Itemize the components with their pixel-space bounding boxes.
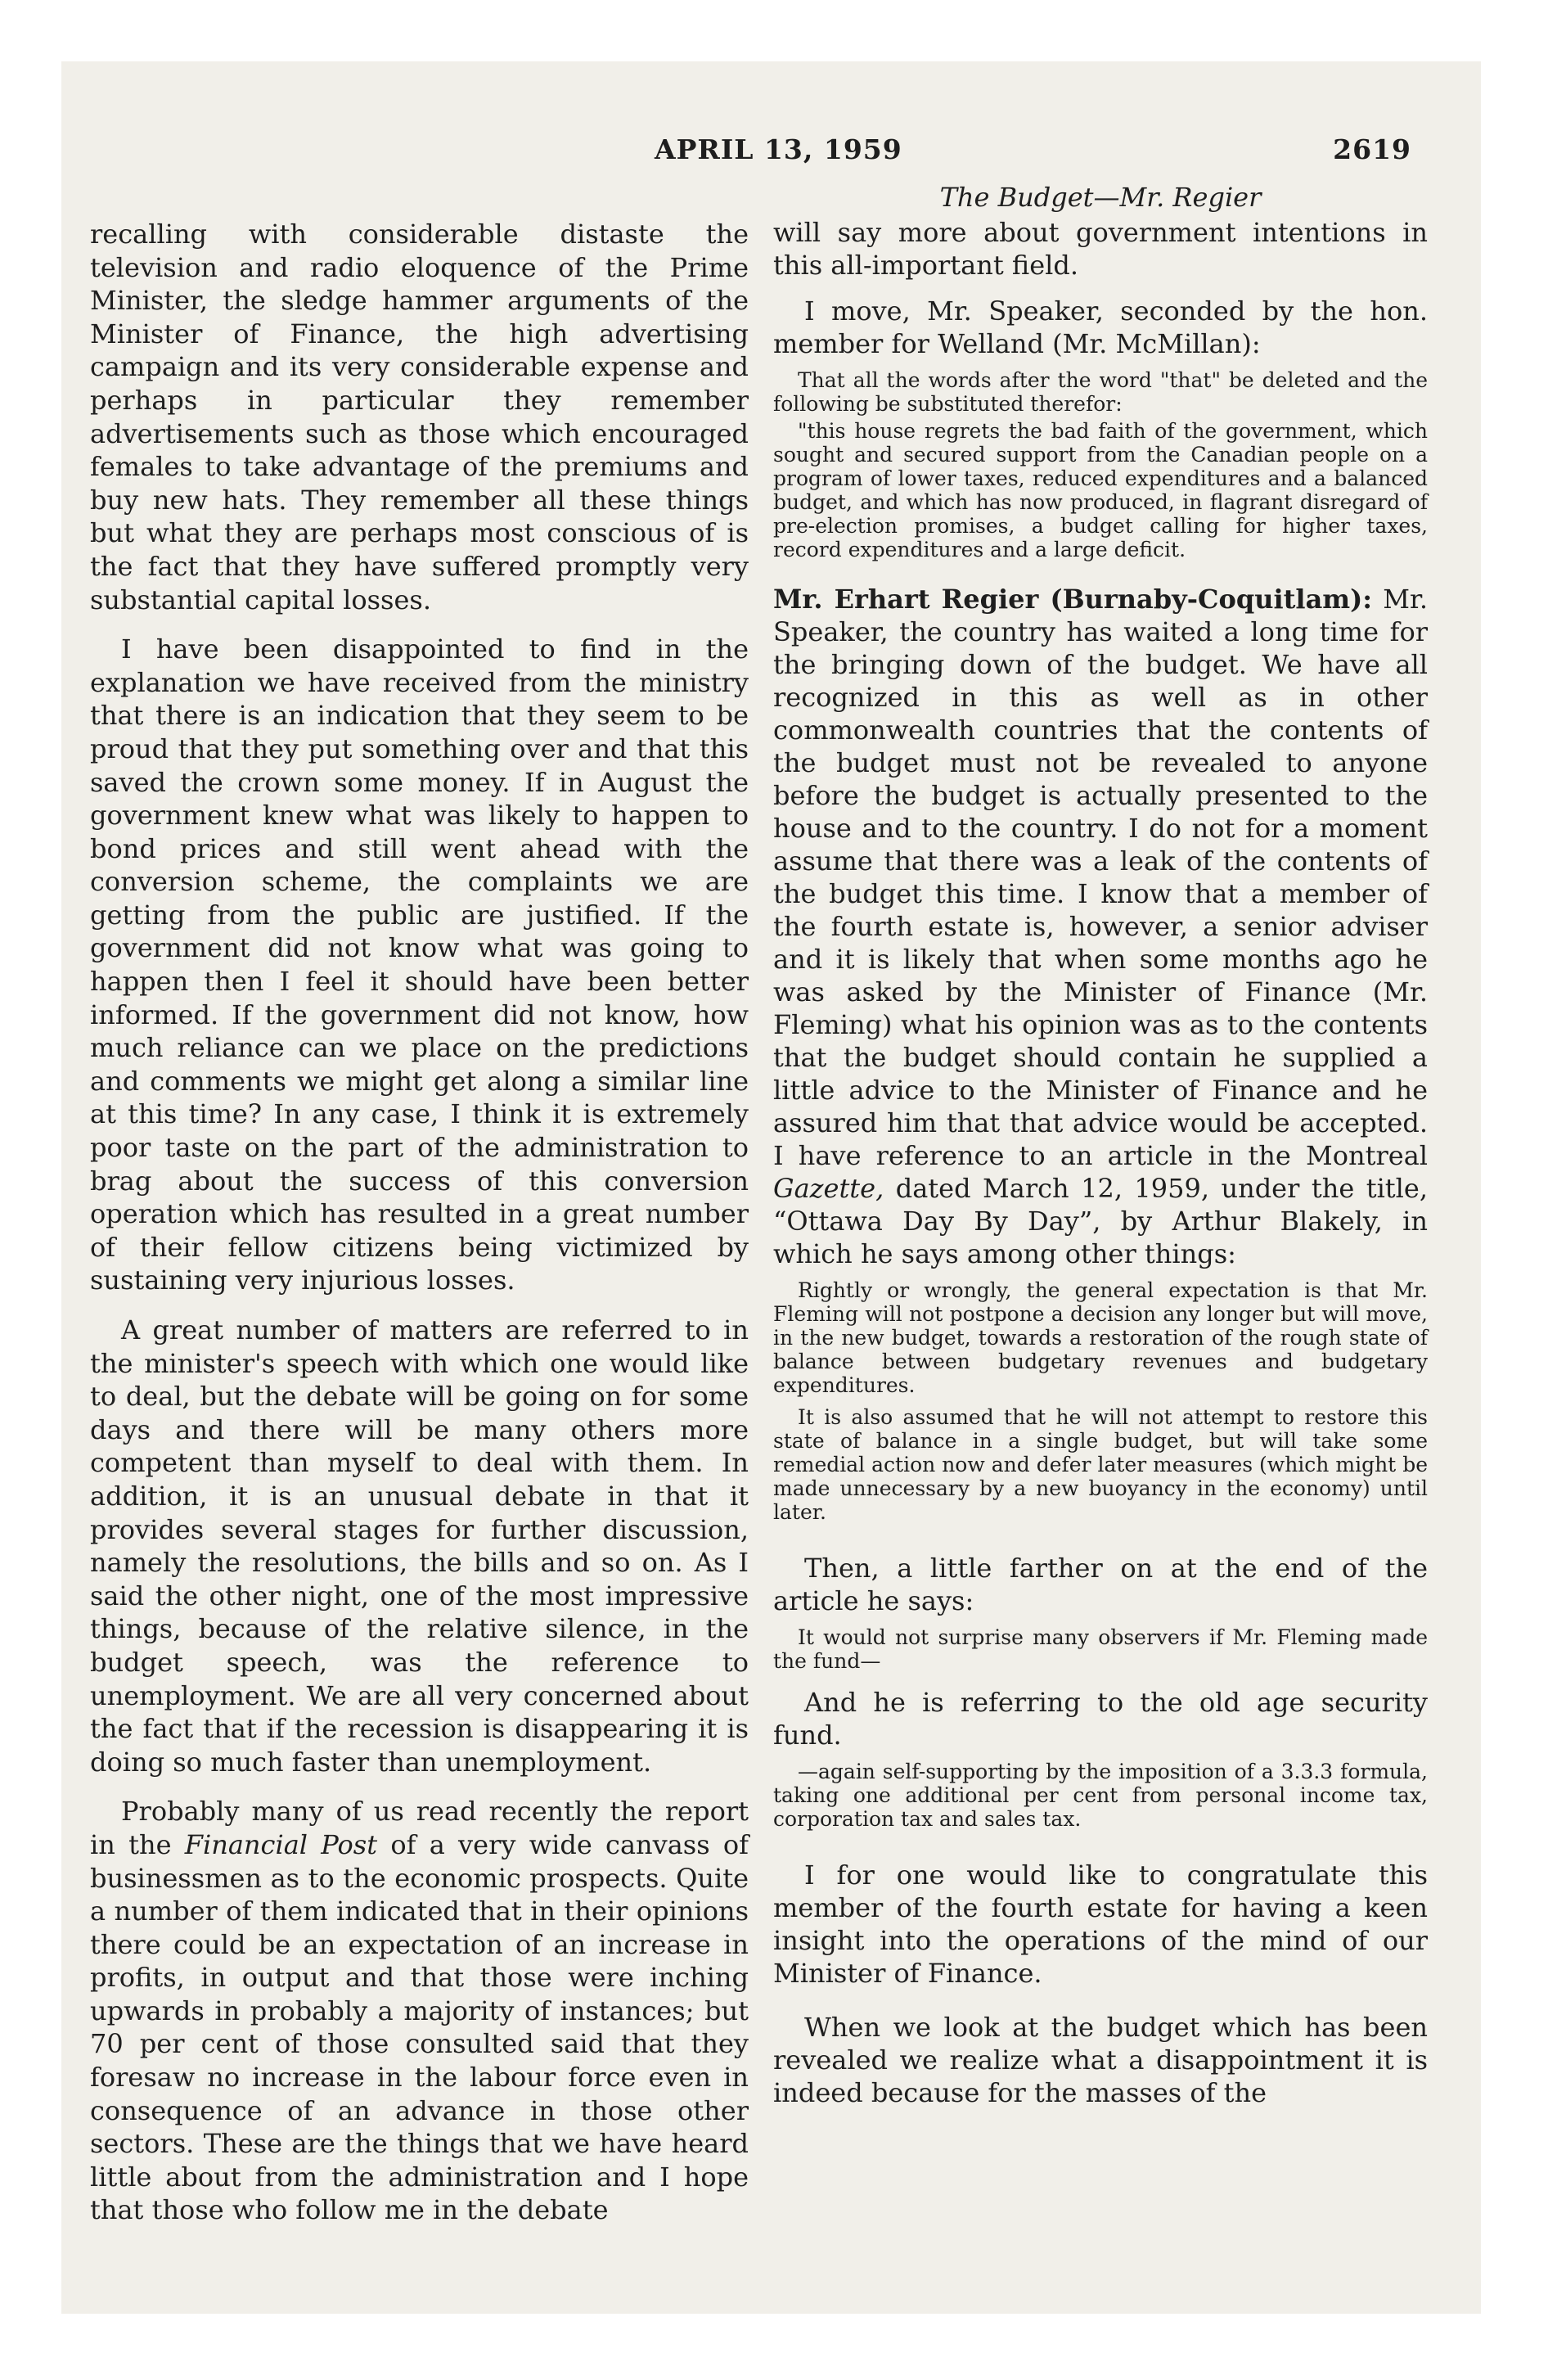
text-span: Probably many of us read recently the report in the (90, 1796, 749, 1860)
paragraph: Then, a little farther on at the end of the article he says: (773, 1553, 1428, 1616)
paragraph: I for one would like to congratulate this member of the fourth estate for having a keen insight into the operations of the mind of our Minister of Finance. (773, 1859, 1428, 1989)
publication-title: Financial Post (184, 1828, 378, 1860)
paragraph: will say more about government intentions in this all-important field. (773, 217, 1428, 281)
paragraph (90, 1795, 749, 2227)
speaker-name: Mr. Erhart Regier (Burnaby-Coquitlam): (773, 584, 1373, 615)
right-column (773, 180, 1428, 2109)
paragraph: When we look at the budget which has been revealed we realize what a disappointment it is indeed because for the masses of the (773, 2012, 1428, 2108)
text-span: of a very wide canvass of businessmen as to the economic prospects. Quite a number of them indicated that in their opinions there could be an expectation of an increase in profits, in output and that those were inching upwards in probably a majority of instances; but 70 per cent of those consulted said that they foresaw no increase in the labour force even in consequence of an advance in those other sectors. These are the things that we have heard little about from the administration and I hope that those who follow me in the debate (90, 1828, 749, 2226)
publication-title: Gazette, (773, 1173, 884, 1204)
header-date: APRIL 13, 1959 (655, 133, 902, 165)
paragraph: A great number of matters are referred to in the minister's speech with which one would like to deal, but the debate will be going on for some days and there will be many others more competent than myself to deal with them. In addition, it is an unusual debate in that it provides several stages for further discussion, namely the resolutions, the bills and so on. As I said the other night, one of the most impressive things, because of the relative silence, in the budget speech, was the reference to unemployment. We are all very concerned about the fact that if the recession is disappearing it is doing so much faster than unemployment. (90, 1314, 749, 1778)
paragraph (773, 583, 1428, 1270)
quoted-text: It is also assumed that he will not attempt to restore this state of balance in a single budget, but will take some remedial action now and defer later measures (which might be made unnecessary by a new buoyancy in the economy) until later. (773, 1405, 1428, 1524)
quoted-text: —again self-supporting by the imposition of a 3.3.3 formula, taking one additional per cent from personal income tax, corporation tax and sales tax. (773, 1760, 1428, 1831)
paragraph: I have been disappointed to find in the explanation we have received from the ministry that there is an indication that they seem to be proud that they put something over and that this saved the crown some money. If in August the government knew what was likely to happen to bond prices and still went ahead with the conversion scheme, the complaints we are getting from the public are justified. If the government did not know what was going to happen then I feel it should have been better informed. If the government did not know, how much reliance can we place on the predictions and comments we might get along a similar line at this time? In any case, I think it is extremely poor taste on the part of the administration to brag about the success of this conversion operation which has resulted in a great number of their fellow citizens being victimized by sustaining very injurious losses. (90, 633, 749, 1296)
left-column (90, 180, 749, 2227)
running-subhead: The Budget—Mr. Regier (939, 182, 1262, 213)
paragraph: I move, Mr. Speaker, seconded by the hon. member for Welland (Mr. McMillan): (773, 295, 1428, 359)
quoted-text: Rightly or wrongly, the general expectation is that Mr. Fleming will not postpone a decision any longer but will move, in the new budget, towards a restoration of the rough state of balance between budgetary revenues and budgetary expenditures. (773, 1278, 1428, 1397)
paragraph: And he is referring to the old age security fund. (773, 1687, 1428, 1751)
quoted-text: "this house regrets the bad faith of the government, which sought and secured support from the Canadian people on a program of lower taxes, reduced expenditures and a balanced budget, and which has now produced, in flagrant disregard of pre-election promises, a budget calling for higher taxes, record expenditures and a large deficit. (773, 419, 1428, 561)
quoted-text: That all the words after the word "that" be deleted and the following be substituted therefor: (773, 368, 1428, 416)
text-span: Mr. Speaker, the country has waited a long time for the bringing down of the budget. We have all recognized in this as well as in other commonwealth countries that the contents of the budget must not be revealed to anyone before the budget is actually presented to the house and to the country. I do not for a moment assume that there was a leak of the contents of the budget this time. I know that a member of the fourth estate is, however, a senior adviser and it is likely that when some months ago he was asked by the Minister of Finance (Mr. Fleming) what his opinion was as to the contents that the budget should contain he supplied a little advice to the Minister of Finance and he assured him that that advice would be accepted. I have reference to an article in the Montreal (773, 584, 1429, 1171)
page-number: 2619 (1333, 133, 1411, 165)
page (61, 61, 1481, 2314)
page-header (61, 133, 1481, 174)
text-span: dated March 12, 1959, under the title, “Ottawa Day By Day”, by Arthur Blakely, in which he says among other things: (773, 1173, 1428, 1269)
paragraph: recalling with considerable distaste the television and radio eloquence of the Prime Minister, the sledge hammer arguments of the Minister of Finance, the high advertising campaign and its very considerable expense and perhaps in particular they remember advertisements such as those which encouraged females to take advantage of the premiums and buy new hats. They remember all these things but what they are perhaps most conscious of is the fact that they have suffered promptly very substantial capital losses. (90, 219, 749, 615)
quoted-text: It would not surprise many observers if Mr. Fleming made the fund— (773, 1625, 1428, 1673)
